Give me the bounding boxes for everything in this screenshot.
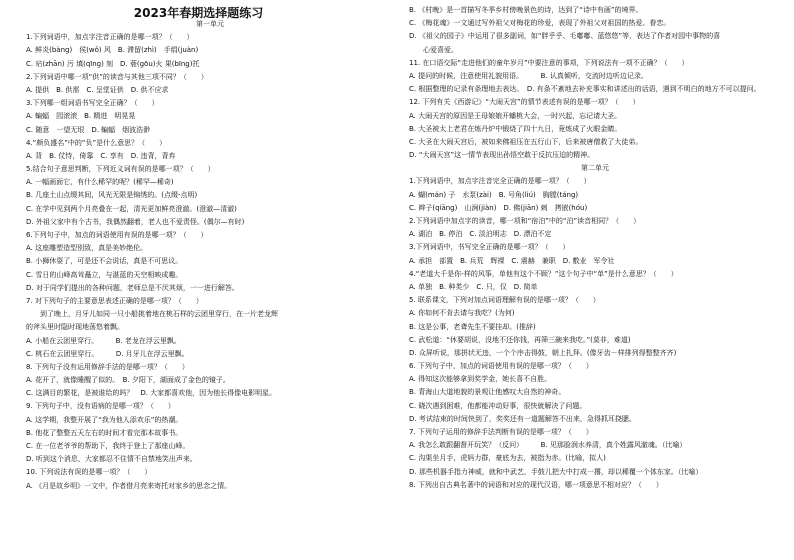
question-line: 3.下列哪一组词语书写完全正确？（ ） bbox=[26, 99, 159, 108]
question-line: D. 众屏听说，那拼状无违，一个个序击得鼓，朝上扎拜。(像牙齿－样排列得整整齐齐) bbox=[409, 348, 677, 357]
question-line: A. 背 B. 仗恃，倚靠 C. 享有 D. 违背，背弃 bbox=[26, 151, 176, 160]
question-line: 7. 下列句子运用的修辞手法判断有误的是哪一项？（ ） bbox=[409, 428, 593, 436]
question-line: D. 那些机器手指力神威，就和中武艺，手鼓儿把大中打成一撂，却以稀覆一个体东家。（比喻） bbox=[409, 467, 703, 476]
question-line: 到了晚上，月牙儿如同一只小船挑着地在桃石样的云团里穿行，在一片老龙辉 bbox=[26, 310, 278, 319]
question-line: A. 小船在云团里穿行。 B. 老龙在浮云里飘。 bbox=[26, 336, 181, 345]
question-line: 11. 在口语交际“走进他们的童年岁月”中要注意的事项，下列说法有一项不正确？（ ） bbox=[409, 58, 689, 67]
question-line: A. 得知这次能够拿到奖学金，她长喜不自胜。 bbox=[409, 375, 552, 384]
question-line: D. 听到这个消息，大家都忍不住情不自禁地笑出声来。 bbox=[26, 455, 197, 464]
question-line: 4.“老道大千是你-样的风筝，单他有这个不顾？”这个句子中“单”是什么意思？（ ） bbox=[409, 269, 678, 278]
question-line: C. 桃石在云团里穿行。 D. 月牙儿在浮云里飘。 bbox=[26, 349, 189, 358]
question-line: D. 《祖父的园子》中运用了很多副词，如“胖乎乎、毛嘟嘟、蓝悠悠”等，表达了作者对园中事物的喜 bbox=[409, 32, 721, 41]
question-line: A. 这座雕塑造型别致，真是美妙绝伦。 bbox=[26, 244, 148, 253]
question-line: A. 花开了，就像睡醒了似的。 B. 夕阳下，湖面成了金色的镜子。 bbox=[26, 376, 230, 385]
question-line: 心爱喜爱。 bbox=[409, 45, 458, 54]
question-line: 8. 下列出自古典名著中的词语和对应的现代汉语，哪一项意思不相对应？（ ） bbox=[409, 480, 663, 489]
question-line: B. 小狮休耍了，可是还不会说话，真是不可思议。 bbox=[26, 257, 183, 266]
question-line: 1.下列词语中，加点字注音正确的是哪一项？（ ） bbox=[26, 33, 194, 42]
page-title: 2023年春期选择题练习 bbox=[133, 6, 264, 20]
question-line: B. 《村晚》是一首描写冬季乡村傍晚景色的诗，达到了“诗中有画”的境界。 bbox=[409, 6, 643, 14]
question-line: 10. 下列说法有误的是哪一项？（ ） bbox=[26, 468, 152, 477]
question-line: 2.下列词语中哪一项“供”的读音与其他三项不同？（ ） bbox=[26, 72, 208, 81]
question-line: A. 承担 部置 B. 兵荒 辉裸 C. 震赫 兼职 D. 敷业 军令社 bbox=[409, 256, 615, 265]
section-heading: 第二单元 bbox=[581, 164, 609, 173]
question-line: C. 根据整理的记录有条理地去表达。 D. 有条不紊地去补充事实和讲述出的话语，遇到不明白的地方不可以提问。 bbox=[409, 85, 761, 94]
question-line: A. 《月是故乡明》一文中，作者借月亮来寄托对家乡的思念之情。 bbox=[26, 481, 232, 490]
question-line: A. 蝴(mán) 子 水泵(zài) B. 号角(liú) 胸膛(táng) bbox=[409, 190, 579, 199]
question-line: 3.下列词语中，书写完全正确的是哪一项？（ ） bbox=[409, 243, 570, 252]
question-line: B. 他花了整整五天左右的时间才看完那本故事书。 bbox=[26, 428, 183, 437]
question-line: C. 武松道：“休要胡说，没地不还你钱，再筛三碗来我吃。”(莫非，难道) bbox=[409, 335, 631, 344]
question-line: 1.下列词语中，加点字注音完全正确的是哪一项？（ ） bbox=[409, 177, 591, 186]
question-line: C. 沟渠坐月手，虎妈力群，豪底为去，被指为赤。(比喻，拟人) bbox=[409, 454, 606, 463]
question-line: D. 外祖父家中有个古书，我偶然翻着，老人也不爱责怪。(偶尔—有时) bbox=[26, 217, 245, 226]
right-column bbox=[409, 4, 781, 492]
question-line: C. 晓次遇到困难，他都能冲动好事，很快就解决了问题。 bbox=[409, 401, 587, 410]
question-line: D. 对于同学们提出的各种问题，老师总是不厌其烦，一一进行解答。 bbox=[26, 283, 239, 292]
question-line: B. 大圣被太上老君在炼丹炉中锻烧了四十九日，竟炼成了火眼金睛。 bbox=[409, 124, 622, 133]
question-line: C. 在学中见到两个月亮叠在一起，清光更加鲜亮澄澈。(澄澈—清澈) bbox=[26, 204, 237, 213]
question-line: 5.结合句子意思判断，下列近义词有误的是哪一项？（ ） bbox=[26, 165, 215, 174]
question-line: C. 随意 一望无垠 D. 蝙蝠 烟波浩渺 bbox=[26, 125, 151, 134]
question-line: A. 我怎么敢跟翻督开玩笑？（反问） B. 见那脸润水养清，真个姓露风澈魂。（比喻） bbox=[409, 441, 687, 450]
question-line: 6.下列句子中，加点的词语使用有误的是哪一项？（ ） bbox=[26, 231, 208, 239]
question-line: 9. 下列句子中，没有语病的是哪一项？（ ） bbox=[26, 402, 175, 411]
question-line: C. 在一位老爷爷的帮助下，我终于登上了那座山峰。 bbox=[26, 442, 190, 450]
question-line: A. 提问的时候，注意使用礼貌用语。 B. 认真倾听，交流时边听边记录。 bbox=[409, 71, 648, 80]
left-column bbox=[26, 18, 394, 493]
section-heading: 第一单元 bbox=[196, 20, 224, 28]
question-line: B. 这是公事，老聋先生不要挂却。(推辞) bbox=[409, 322, 536, 331]
question-line: A. 你如何不肯去请与我吃？(为何) bbox=[409, 309, 515, 318]
question-line: C. 《梅花魂》一文通过写外祖父对梅花的珍爱，表现了外祖父对祖国的热爱、眷恋。 bbox=[409, 19, 671, 28]
question-line: C. 大圣在大闹天宫后，被如来佛祖压在五行山下，后来被唐僧救了大徒弟。 bbox=[409, 137, 643, 146]
question-line: 4.“颇负盛名”中的“负”是什么意思？（ ） bbox=[26, 138, 167, 147]
question-line: 8. 下列句子没有运用修辞手法的是哪一项？（ ） bbox=[26, 362, 189, 371]
question-line: B. 青海山大道地貌的景观让他感叹大自然的神奇。 bbox=[409, 388, 566, 397]
question-line: B. 几座土山点缀其间，风光无限是锦绣的。(点缀-点明) bbox=[26, 191, 198, 200]
question-line: D. “大闹天宫”这一情节表现出孙悟空敢于反抗压迫的精神。 bbox=[409, 151, 595, 160]
question-line: A. 湖泊 B. 停泊 C. 淡泊明志 D. 漂泊不定 bbox=[409, 230, 552, 239]
question-line: A. 提供 B. 供需 C. 呈堂证供 D. 供不应求 bbox=[26, 85, 169, 94]
question-line: 的斧头里时隐时现地荡悠着飘。 bbox=[26, 323, 124, 332]
question-line: C. 雪日的山峰高耸矗立，与湛蓝的天空相映成趣。 bbox=[26, 270, 183, 279]
question-line: C. 玷(zhān) 污 填(qīng) 刻 D. 蓑(gōu)火 果(bīng)托 bbox=[26, 59, 200, 68]
question-line: C. 这满目的繁花，是被谁给的吗？ D. 大家都喜欢他，因为他长得像电影明星。 bbox=[26, 389, 277, 398]
question-line: A. 大闹天宫的原因是王母娘娘开蟠桃大会，一时兴起，忘记请大圣。 bbox=[409, 111, 622, 120]
question-line: A. 蝙蝠 园滚滚 B. 精进 明晃晃 bbox=[26, 112, 136, 121]
question-line: A. 这学期，我整开展了“我为他人添欢乐”的热潮。 bbox=[26, 415, 183, 424]
question-line: C. 辫子(qiāng) 山涧(jiàn) D. 佛(jiān) 刺 拷嵌(hóu) bbox=[409, 203, 588, 212]
question-line: 12. 下列有关《西游记》“大闹天宫”的情节表述有误的是哪一项？（ ） bbox=[409, 98, 640, 107]
question-line: 5. 联系课文，下列对加点词语理解有误的是哪一项？（ ） bbox=[409, 296, 600, 305]
question-line: A. 鲜炎(bàng) 侯(wǒ) 风 B. 滞留(zhì) 手绢(juàn) bbox=[26, 46, 199, 55]
question-line: A. 一幅画面它，有什么稀罕的呢？(稀罕—稀奇) bbox=[26, 178, 174, 187]
question-line: A. 单独 B. 种类少 C. 只，仅 D. 简单 bbox=[409, 282, 538, 291]
question-line: 2.下列词语中加点字的读音，哪一项和“宿泊”中的“泊”读音相同？（ ） bbox=[409, 217, 641, 225]
question-line: 6. 下列句子中，加点的词语使用有误的是哪一项？（ ） bbox=[409, 362, 593, 371]
question-line: D. 考试结束的时间快到了，奖奖还有一道题解答不出来，急得抓耳挠腮。 bbox=[409, 414, 636, 423]
question-line: 7. 对下列句子的主要意思表述正确的是哪一项？（ ） bbox=[26, 296, 203, 305]
